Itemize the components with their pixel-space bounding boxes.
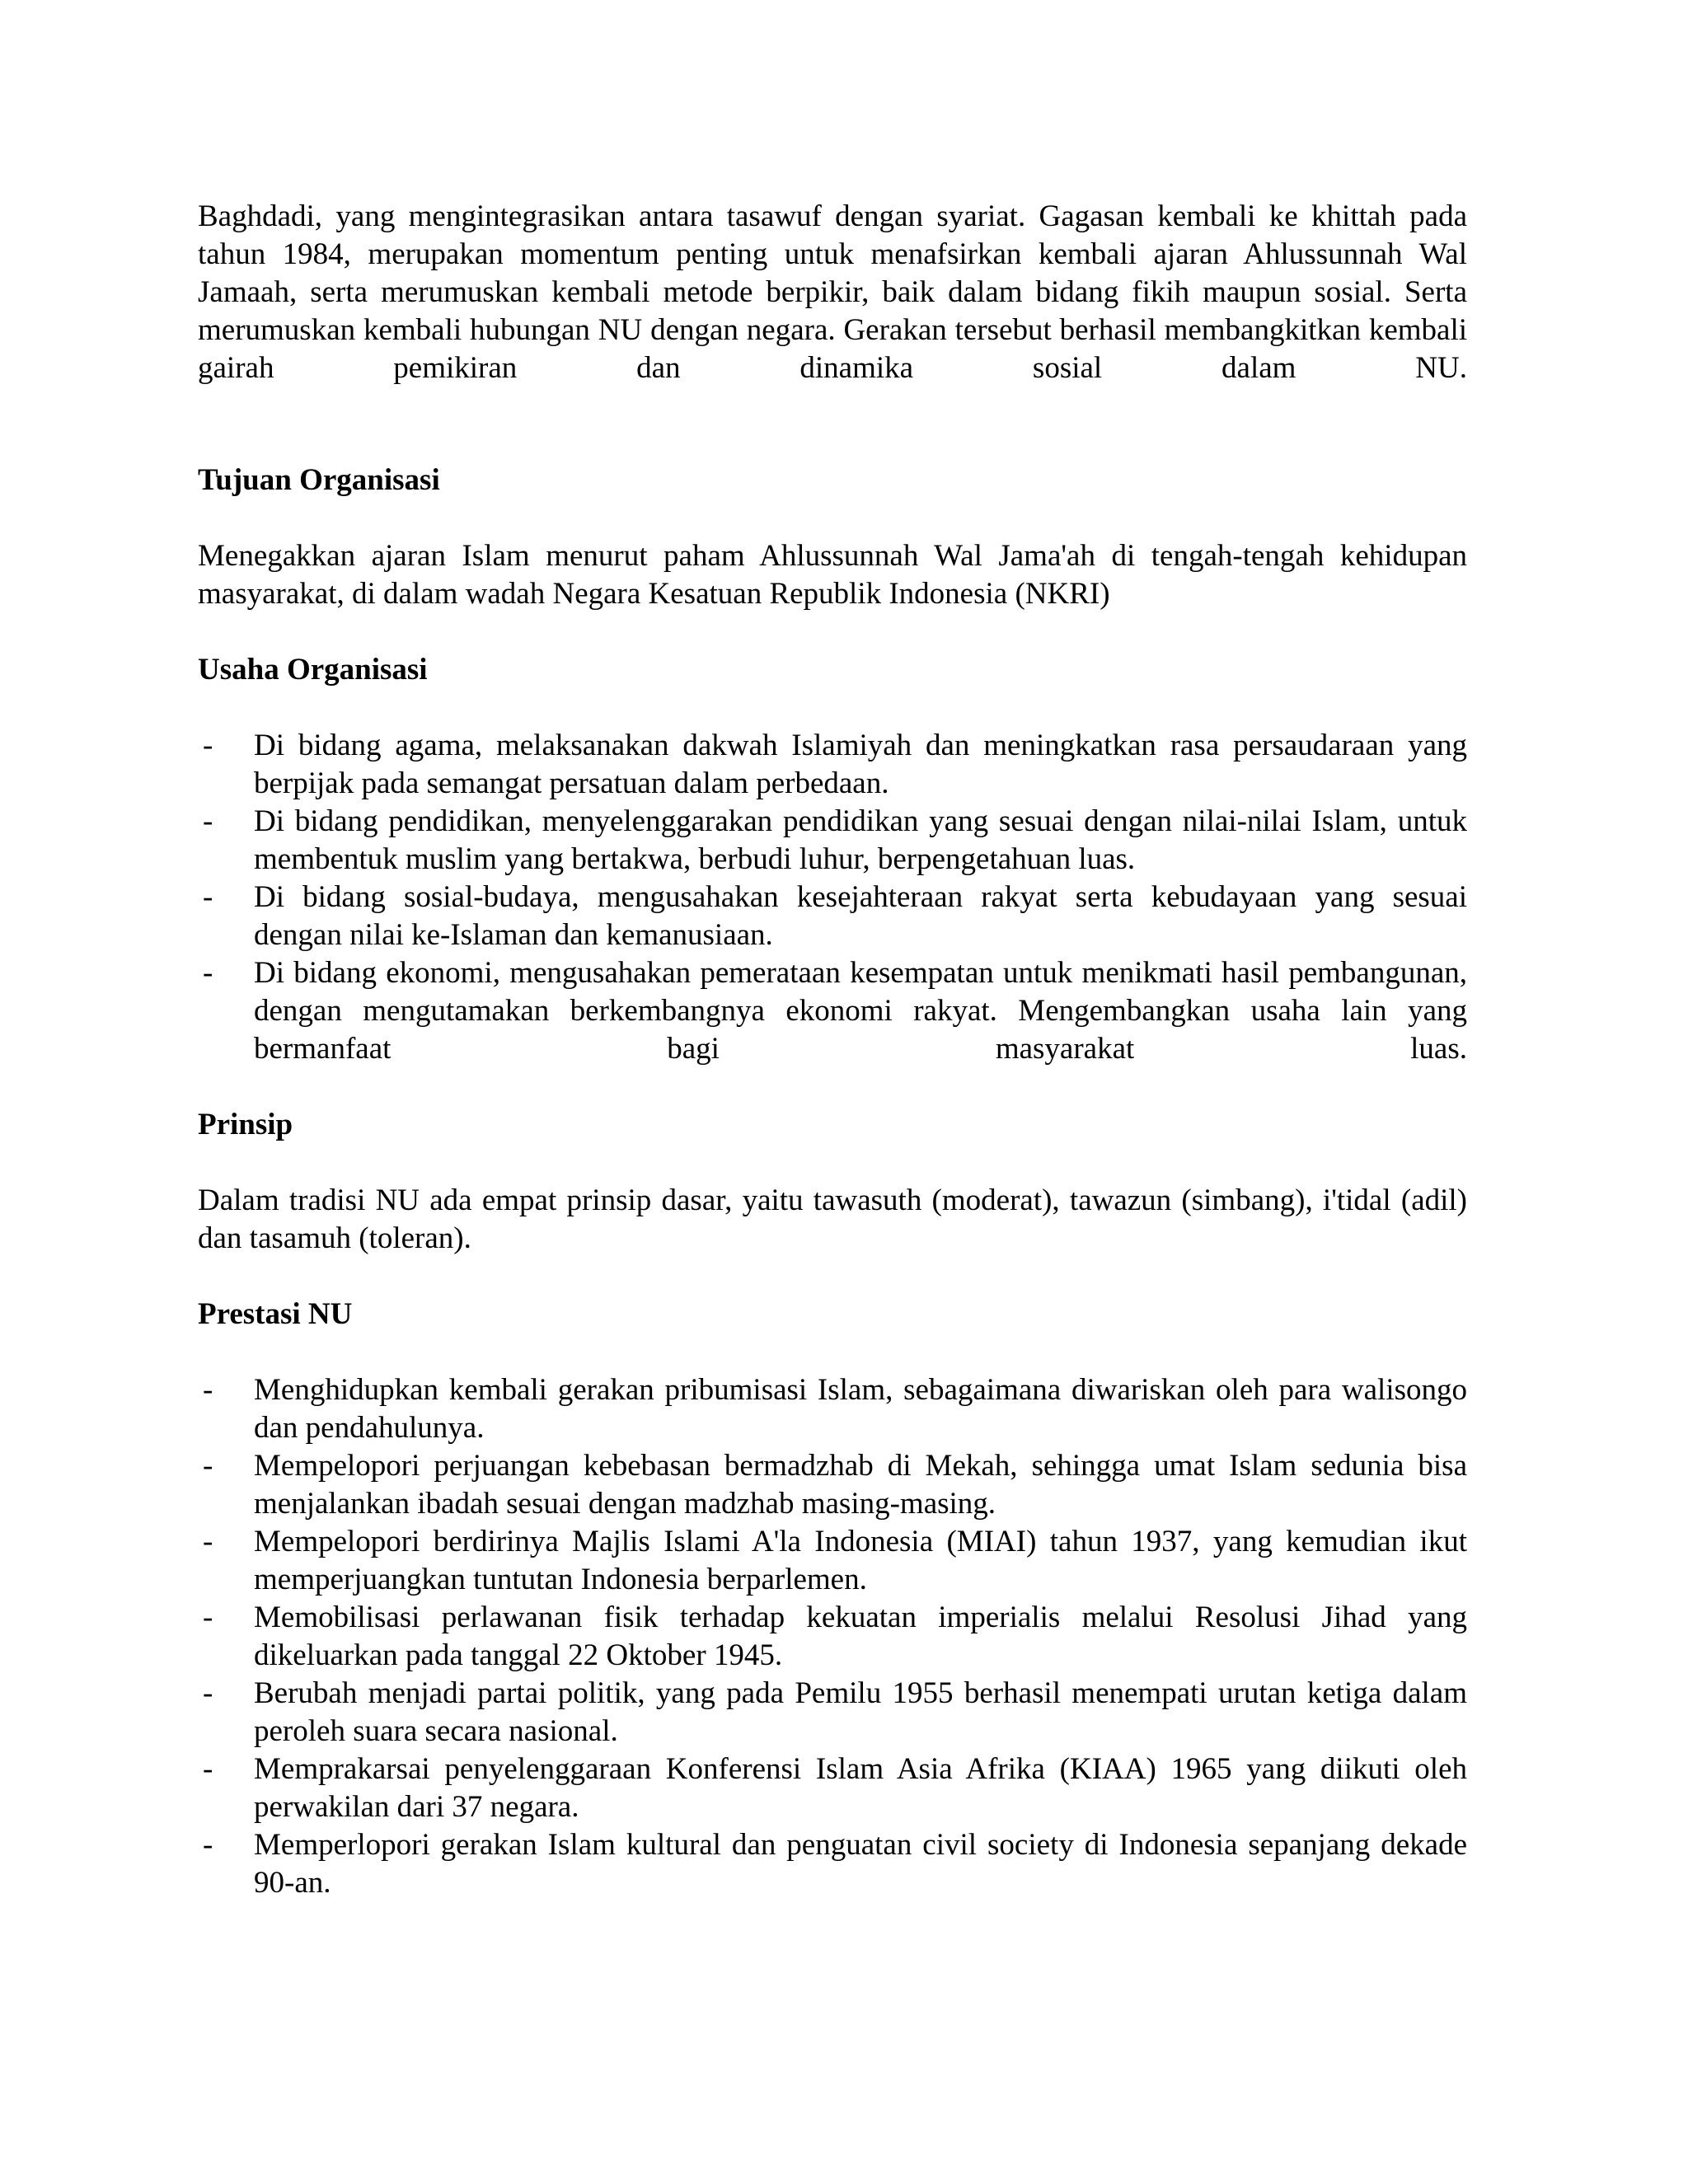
usaha-item	[198, 879, 1467, 954]
prestasi-item	[198, 1371, 1467, 1447]
prestasi-item-text: Menghidupkan kembali gerakan pribumisasi Islam, sebagaimana diwariskan oleh para walisongo dan pendahulunya.	[254, 1373, 1467, 1445]
prestasi-item-text: Berubah menjadi partai politik, yang pada Pemilu 1955 berhasil menempati urutan ketiga dalam peroleh suara secara nasional.	[254, 1676, 1467, 1748]
prestasi-list	[198, 1371, 1467, 1902]
prestasi-heading: Prestasi NU	[198, 1297, 353, 1331]
prestasi-item	[198, 1599, 1467, 1675]
document-page	[198, 198, 1467, 1902]
usaha-item-text: Di bidang agama, melaksanakan dakwah Islamiyah dan meningkatkan rasa persaudaraan yang berpijak pada semangat persatuan dalam perbedaan.	[254, 729, 1467, 800]
list-bullet: -	[203, 1828, 213, 1862]
usaha-item-text: Di bidang ekonomi, mengusahakan pemerataan kesempatan untuk menikmati hasil pembangunan, dengan mengutamakan berkembangnya ekonomi rakyat. Mengembangkan usaha lain yang bermanfaat bagi masyarakat luas.	[254, 956, 1467, 1066]
usaha-item	[198, 803, 1467, 879]
list-bullet: -	[203, 880, 213, 914]
usaha-heading: Usaha Organisasi	[198, 653, 428, 687]
tujuan-paragraph: Menegakkan ajaran Islam menurut paham Ahlussunnah Wal Jama'ah di tengah-tengah kehidupan masyarakat, di dalam wadah Negara Kesatuan Republik Indonesia (NKRI)	[198, 539, 1467, 611]
usaha-item-text: Di bidang pendidikan, menyelenggarakan pendidikan yang sesuai dengan nilai-nilai Islam, untuk membentuk muslim yang bertakwa, berbudi luhur, berpengetahuan luas.	[254, 804, 1467, 876]
prinsip-paragraph: Dalam tradisi NU ada empat prinsip dasar, yaitu tawasuth (moderat), tawazun (simbang), i'tidal (adil) dan tasamuh (toleran).	[198, 1183, 1467, 1255]
list-bullet: -	[203, 1449, 213, 1483]
usaha-item	[198, 727, 1467, 803]
prestasi-item-text: Memperlopori gerakan Islam kultural dan penguatan civil society di Indonesia sepanjang dekade 90-an.	[254, 1828, 1467, 1900]
list-bullet: -	[203, 729, 213, 762]
list-bullet: -	[203, 804, 213, 838]
list-bullet: -	[203, 1525, 213, 1558]
prinsip-heading: Prinsip	[198, 1108, 293, 1141]
usaha-item	[198, 954, 1467, 1068]
usaha-item-text: Di bidang sosial-budaya, mengusahakan kesejahteraan rakyat serta kebudayaan yang sesuai dengan nilai ke-Islaman dan kemanusiaan.	[254, 880, 1467, 952]
usaha-list	[198, 727, 1467, 1068]
tujuan-heading: Tujuan Organisasi	[198, 463, 440, 497]
prestasi-item	[198, 1826, 1467, 1902]
prestasi-item	[198, 1750, 1467, 1826]
list-bullet: -	[203, 1601, 213, 1634]
list-bullet: -	[203, 1752, 213, 1786]
prestasi-item	[198, 1523, 1467, 1599]
list-bullet: -	[203, 956, 213, 990]
prestasi-item	[198, 1447, 1467, 1523]
prestasi-item-text: Memobilisasi perlawanan fisik terhadap kekuatan imperialis melalui Resolusi Jihad yang dikeluarkan pada tanggal 22 Oktober 1945.	[254, 1601, 1467, 1672]
prestasi-item	[198, 1675, 1467, 1750]
prestasi-item-text: Mempelopori perjuangan kebebasan bermadzhab di Mekah, sehingga umat Islam sedunia bisa menjalankan ibadah sesuai dengan madzhab masing-masing.	[254, 1449, 1467, 1521]
list-bullet: -	[203, 1676, 213, 1710]
intro-paragraph: Baghdadi, yang mengintegrasikan antara tasawuf dengan syariat. Gagasan kembali ke khittah pada tahun 1984, merupakan momentum penting untuk menafsirkan kembali ajaran Ahlussunnah Wal Jamaah, serta merumuskan kembali metode berpikir, baik dalam bidang fikih maupun sosial. Serta merumuskan kembali hubungan NU dengan negara. Gerakan tersebut berhasil membangkitkan kembali gairah pemikiran dan dinamika sosial dalam NU.	[198, 199, 1467, 385]
list-bullet: -	[203, 1373, 213, 1407]
prestasi-item-text: Memprakarsai penyelenggaraan Konferensi Islam Asia Afrika (KIAA) 1965 yang diikuti oleh perwakilan dari 37 negara.	[254, 1752, 1467, 1824]
prestasi-item-text: Mempelopori berdirinya Majlis Islami A'la Indonesia (MIAI) tahun 1937, yang kemudian ikut memperjuangkan tuntutan Indonesia berparlemen.	[254, 1525, 1467, 1596]
